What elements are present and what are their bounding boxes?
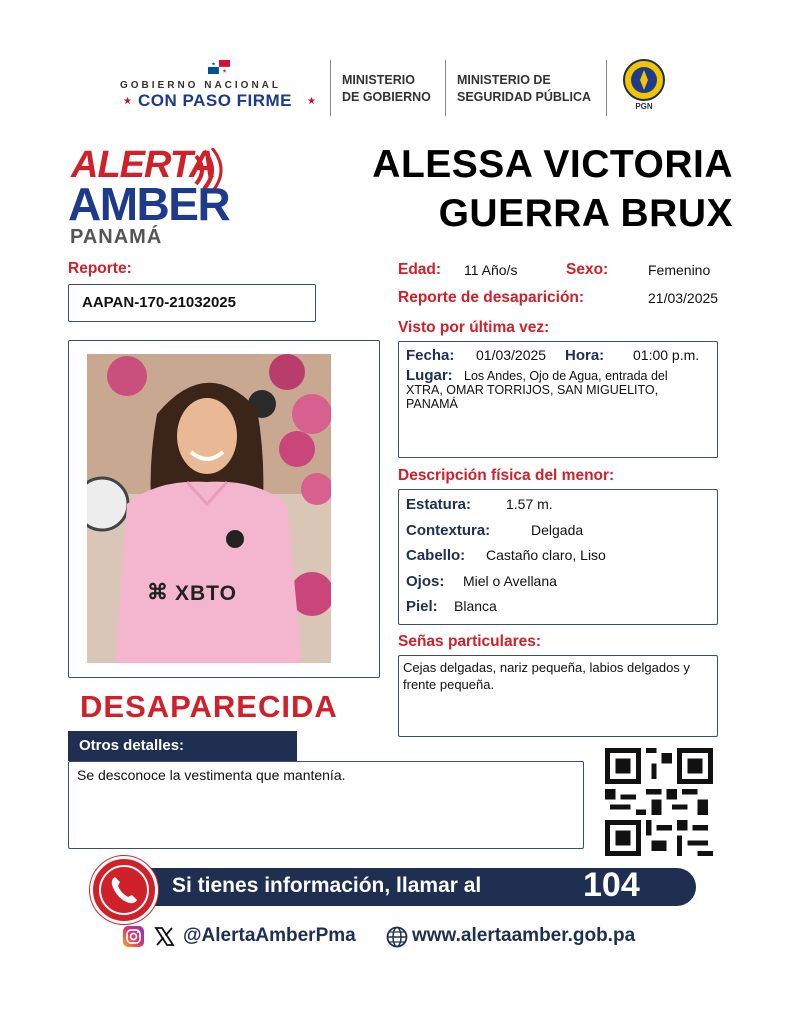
marks-box [398, 655, 718, 737]
marks-label: Señas particulares: [398, 633, 542, 650]
alerta-amber-logo [68, 144, 228, 249]
header-divider [330, 60, 331, 116]
hair-label: Cabello: [406, 547, 466, 564]
report-code-box [68, 284, 316, 322]
report-date-value: 21/03/2025 [648, 290, 719, 306]
time-value: 01:00 p.m. [633, 347, 700, 363]
physical-box [398, 489, 718, 625]
instagram-icon[interactable] [123, 926, 144, 947]
ministry2-line2: SEGURIDAD PÚBLICA [457, 90, 592, 104]
build-label: Contextura: [406, 522, 491, 539]
svg-text:★: ★ [211, 61, 216, 68]
ministry1-line2: DE GOBIERNO [342, 90, 431, 104]
other-details-label: Otros detalles: [68, 731, 297, 761]
physical-label: Descripción física del menor: [398, 467, 615, 484]
logo-line2: AMBER [68, 178, 230, 230]
age-value: 11 Año/s [464, 262, 518, 278]
last-seen-label: Visto por última vez: [398, 319, 550, 336]
name-line2: GUERRA BRUX [438, 192, 733, 235]
build-value: Delgada [531, 522, 584, 538]
logo-line3: PANAMÁ [70, 226, 163, 248]
emergency-number[interactable]: 104 [583, 866, 640, 904]
ministry-gobierno [342, 72, 431, 106]
place-label: Lugar: [406, 367, 453, 384]
report-code: AAPAN-170-21032025 [82, 294, 236, 311]
seal-text: PGN [635, 102, 653, 111]
qr-code[interactable] [605, 748, 713, 856]
pgn-seal-icon [620, 58, 668, 112]
report-date-label: Reporte de desaparición: [398, 289, 585, 306]
ministry-seguridad [457, 72, 591, 106]
date-label: Fecha: [406, 347, 455, 364]
age-label: Edad: [398, 261, 442, 278]
svg-text:⌘: ⌘ [147, 581, 168, 604]
last-seen-box [398, 341, 718, 458]
status-missing: DESAPARECIDA [80, 689, 338, 724]
globe-icon [386, 926, 408, 948]
ministry2-line1: MINISTERIO DE [457, 73, 551, 87]
sex-label: Sexo: [566, 261, 609, 278]
phone-icon [93, 859, 155, 921]
social-handle[interactable]: @AlertaAmberPma [183, 925, 356, 946]
shirt-text: XBTO [175, 582, 237, 605]
ministry1-line1: MINISTERIO [342, 73, 415, 87]
panama-flag-icon [208, 60, 230, 74]
other-details-box [68, 761, 584, 849]
header-divider [606, 60, 607, 116]
other-details-text: Se desconoce la vestimenta que mantenía. [77, 767, 346, 783]
date-value: 01/03/2025 [476, 347, 547, 363]
name-line1: ALESSA VICTORIA [372, 143, 733, 186]
marks-text: Cejas delgadas, nariz pequeña, labios delgados y frente pequeña. [403, 660, 690, 692]
skin-label: Piel: [406, 598, 438, 615]
height-label: Estatura: [406, 496, 472, 513]
report-label: Reporte: [68, 260, 132, 277]
height-value: 1.57 m. [506, 496, 553, 512]
gov-line2: CON PASO FIRME [138, 91, 293, 110]
skin-value: Blanca [454, 598, 497, 614]
star-icon: ★ [307, 96, 316, 107]
banner-text: Si tienes información, llamar al [172, 874, 482, 897]
time-label: Hora: [565, 347, 605, 364]
logo-line1: ALERTA [71, 144, 216, 186]
missing-person-photo [87, 354, 331, 663]
star-icon: ★ [123, 96, 132, 107]
svg-text:★: ★ [222, 68, 227, 74]
place-value: Los Andes, Ojo de Agua, entrada del XTRA, OMAR TORRIJOS, SAN MIGUELITO, PANAMÁ [406, 369, 668, 411]
website-link[interactable]: www.alertaamber.gob.pa [412, 925, 636, 946]
missing-person-name [372, 140, 733, 238]
header-divider [445, 60, 446, 116]
x-twitter-icon[interactable] [154, 926, 175, 947]
gov-line1: GOBIERNO NACIONAL [120, 80, 281, 91]
eyes-value: Miel o Avellana [463, 573, 557, 589]
sex-value: Femenino [648, 262, 711, 278]
phone-button[interactable] [90, 856, 158, 924]
hair-value: Castaño claro, Liso [486, 547, 606, 563]
eyes-label: Ojos: [406, 573, 445, 590]
